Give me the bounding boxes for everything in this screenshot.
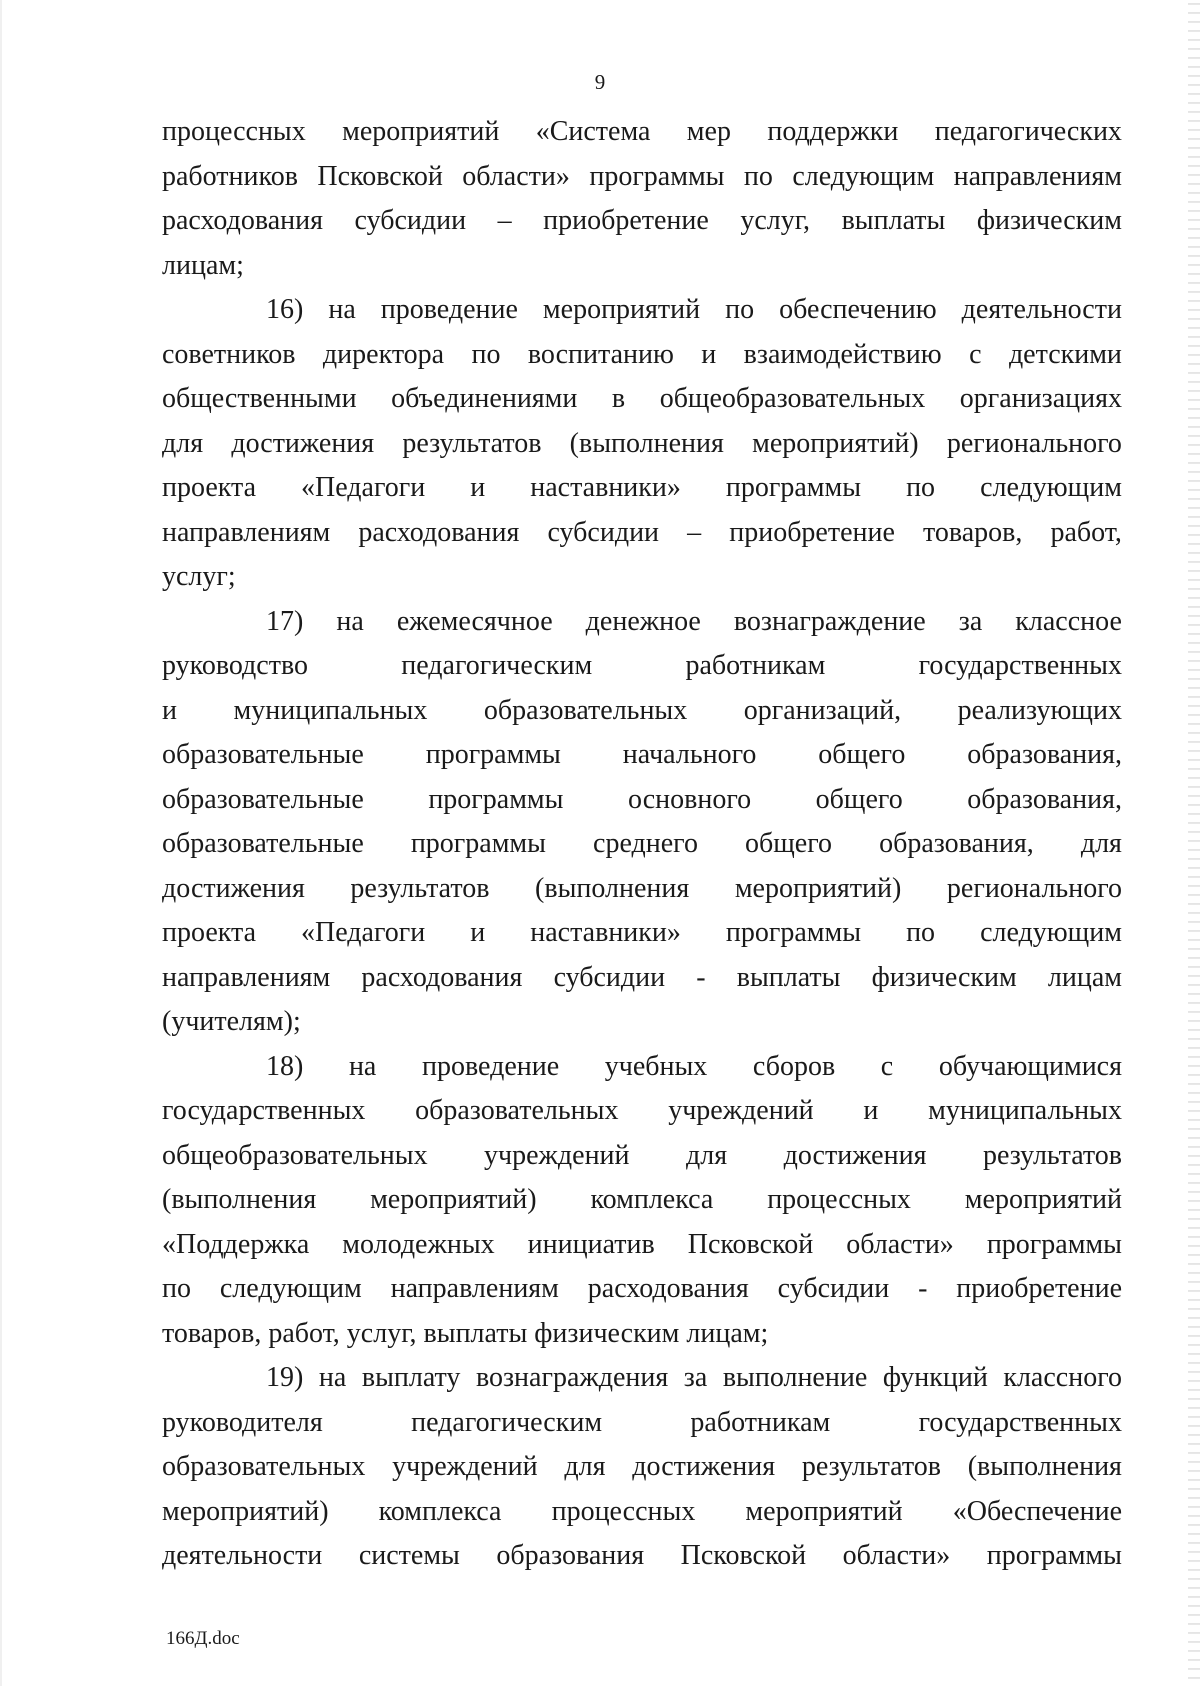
word: инициатив [527,1228,655,1260]
text-line [162,689,1122,734]
word: (выполнения [162,1184,317,1215]
word: мероприятий [745,1495,903,1527]
word: педагогическим [401,650,593,681]
word: обеспечению [779,294,937,325]
word: товаров, работ, услуг, выплаты физическим лицам; [162,1317,769,1349]
word: Псковской [687,1228,814,1260]
word: общего [815,783,903,815]
word: программы [986,1540,1122,1571]
word: мероприятий [342,116,500,147]
word: образовательных [415,1095,619,1126]
word: регионального [946,427,1122,459]
text-line [162,1267,1122,1312]
word: для [564,1451,606,1482]
word: программы [425,739,561,770]
word: расходования [358,516,520,548]
word: (учителям); [162,1006,301,1037]
word: субсидии [553,961,666,993]
text-line [162,1312,1122,1357]
word: расходования [587,1273,749,1304]
word: процессных [162,116,306,147]
word: за [683,1362,708,1393]
word: приобретение [729,516,895,548]
word: 17) [266,605,304,637]
word: программы [725,472,862,503]
word: субсидии [354,205,467,236]
word: образовательных [483,694,688,726]
word: мероприятий) [752,427,919,459]
text-line [162,199,1122,244]
word: муниципальных [928,1095,1122,1126]
word: деятельности [162,1540,323,1571]
word: на [318,1362,347,1393]
word: системы [358,1540,460,1571]
word: Псковской [680,1540,807,1571]
word: - [918,1273,928,1304]
word: процессных [767,1184,911,1215]
text-line [162,1089,1122,1134]
word: для [1080,828,1122,859]
word: с [969,338,982,370]
word: проведение [380,294,518,325]
word: расходования [162,205,323,236]
text-line [162,466,1122,511]
word: наставники» [530,917,681,948]
word: приобретение [543,205,709,236]
word: «Поддержка [162,1228,310,1260]
word: начального [622,739,757,770]
word: для [162,427,204,459]
word: субсидии [547,516,660,548]
word: «Педагоги [301,472,426,503]
word: вознаграждения [475,1362,669,1393]
word: государственных [162,1095,366,1126]
text-line [162,956,1122,1001]
word: результатов [402,427,542,459]
word: следующим [980,917,1122,948]
word: результатов [350,872,490,904]
word: обучающимися [938,1050,1122,1082]
word: – [497,205,512,236]
word: Псковской [317,160,443,192]
word: и [701,338,717,370]
text-line [162,1045,1122,1090]
page-number: 9 [594,70,606,94]
text-line [162,1534,1122,1579]
text-line [162,822,1122,867]
text-line [162,733,1122,778]
word: учебных [604,1050,708,1082]
text-line [162,422,1122,467]
word: образования, [967,783,1122,815]
word: мероприятий) [162,1495,329,1527]
word: педагогическим [411,1406,603,1438]
word: мер [686,116,731,147]
word: области» [842,1540,951,1571]
word: (выполнения [967,1451,1122,1482]
word: классное [1015,605,1122,637]
word: педагогических [934,116,1122,147]
word: 16) [266,294,304,325]
word: услуг; [162,561,236,592]
word: – [687,516,702,548]
word: общего [818,739,906,770]
word: выплаты [736,961,841,993]
word: программы [725,917,862,948]
word: молодежных [342,1228,495,1260]
word: «Обеспечение [952,1495,1122,1527]
word: услуг, [740,205,811,236]
word: по [743,160,773,192]
word: направлениям [953,160,1122,192]
text-line [162,1401,1122,1446]
word: по [725,294,755,325]
word: общественными [162,383,357,414]
word: приобретение [956,1273,1122,1304]
word: общеобразовательных [162,1139,428,1171]
word: и [470,917,486,948]
word: с [880,1050,894,1082]
word: 19) [266,1362,304,1393]
word: сборов [752,1050,836,1082]
word: государственных [918,1406,1122,1438]
word: образовательные [162,739,364,770]
word: учреждений [392,1451,538,1482]
word: достижения [783,1139,927,1171]
word: образовательные [162,783,364,815]
word: проекта [162,917,256,948]
word: комплекса [378,1495,502,1527]
scan-edge-right [1188,0,1200,1686]
text-line [162,377,1122,422]
word: по [906,472,936,503]
word: по [906,917,936,948]
word: на [328,294,356,325]
word: наставники» [530,472,681,503]
word: учреждений [484,1139,630,1171]
word: «Система [535,116,651,147]
word: советников [162,338,296,370]
text-line [162,110,1122,155]
word: выполнение [722,1362,868,1393]
word: поддержки [767,116,899,147]
word: достижения [231,427,375,459]
word: «Педагоги [301,917,426,948]
word: денежное [585,605,701,637]
text-line [162,600,1122,645]
word: следующим [980,472,1122,503]
word: работ, [1050,516,1122,548]
word: муниципальных [233,694,428,726]
text-line [162,778,1122,823]
word: товаров, [923,516,1023,548]
word: образования, [879,828,1034,859]
word: образовательных [162,1451,366,1482]
text-line [162,644,1122,689]
text-line [162,244,1122,289]
word: организациях [959,383,1122,414]
word: направлениям [162,516,331,548]
word: деятельности [961,294,1122,325]
word: детскими [1008,338,1122,370]
text-line [162,155,1122,200]
word: результатов [982,1139,1122,1171]
word: расходования [361,961,523,993]
word: за [958,605,983,637]
scan-edge-left [0,0,2,1686]
word: мероприятий) [370,1184,537,1215]
word: комплекса [590,1184,714,1215]
word: (выполнения [569,427,724,459]
word: мероприятий [964,1184,1122,1215]
word: ежемесячное [396,605,553,637]
word: руководителя [162,1406,323,1438]
word: организаций, [743,694,902,726]
word: для [686,1139,728,1171]
text-line [162,555,1122,600]
word: руководство [162,650,308,681]
word: субсидии [777,1273,890,1304]
word: образования, [967,739,1122,770]
word: программы [589,160,725,192]
word: области» [846,1228,954,1260]
word: и [470,472,486,503]
text-line [162,288,1122,333]
footer-filename: 166Д.doc [166,1628,240,1649]
word: физическим [976,205,1122,236]
word: физическим [871,961,1017,993]
word: по [471,338,501,370]
word: следующим [219,1273,362,1304]
word: - [696,961,706,993]
word: результатов [801,1451,941,1482]
word: процессных [551,1495,696,1527]
word: следующим [792,160,935,192]
word: и [863,1095,879,1126]
word: выплату [361,1362,461,1393]
text-line [162,511,1122,556]
word: (выполнения [535,872,690,904]
text-line [162,911,1122,956]
word: в [611,383,626,414]
word: мероприятий [542,294,701,325]
word: на [336,605,364,637]
word: основного [628,783,752,815]
word: достижения [162,872,305,904]
word: по [162,1273,191,1304]
word: учреждений [668,1095,814,1126]
word: работников [162,160,298,192]
word: директора [322,338,445,370]
word: мероприятий) [734,872,902,904]
word: среднего [593,828,698,859]
text-line [162,1178,1122,1223]
word: достижения [632,1451,776,1482]
word: работникам [690,1406,831,1438]
word: 18) [266,1050,304,1082]
word: программы [410,828,546,859]
word: работникам [685,650,826,681]
word: общего [745,828,833,859]
text-line [162,1223,1122,1268]
word: объединениями [391,383,578,414]
word: воспитанию [527,338,674,370]
text-line [162,333,1122,378]
word: программы [986,1228,1122,1260]
word: лицам; [162,249,244,281]
word: государственных [918,650,1122,681]
word: проекта [162,472,256,503]
word: регионального [946,872,1122,904]
word: выплаты [841,205,946,236]
word: на [348,1050,377,1082]
text-line [162,1134,1122,1179]
text-line [162,1445,1122,1490]
word: образовательные [162,828,364,859]
text-line [162,867,1122,912]
word: направлениям [390,1273,559,1304]
word: реализующих [957,694,1122,726]
text-line [162,1356,1122,1401]
body-text [162,110,1122,1579]
word: классного [1003,1362,1122,1393]
word: области» [462,160,570,192]
word: и [162,694,177,726]
text-line [162,1000,1122,1045]
word: функций [882,1362,988,1393]
word: взаимодействию [743,338,942,370]
word: проведение [421,1050,560,1082]
word: направлениям [162,961,331,993]
word: образования [496,1540,645,1571]
word: общеобразовательных [659,383,926,414]
text-line [162,1490,1122,1535]
word: программы [428,783,564,815]
word: вознаграждение [733,605,926,637]
word: лицам [1047,961,1122,993]
